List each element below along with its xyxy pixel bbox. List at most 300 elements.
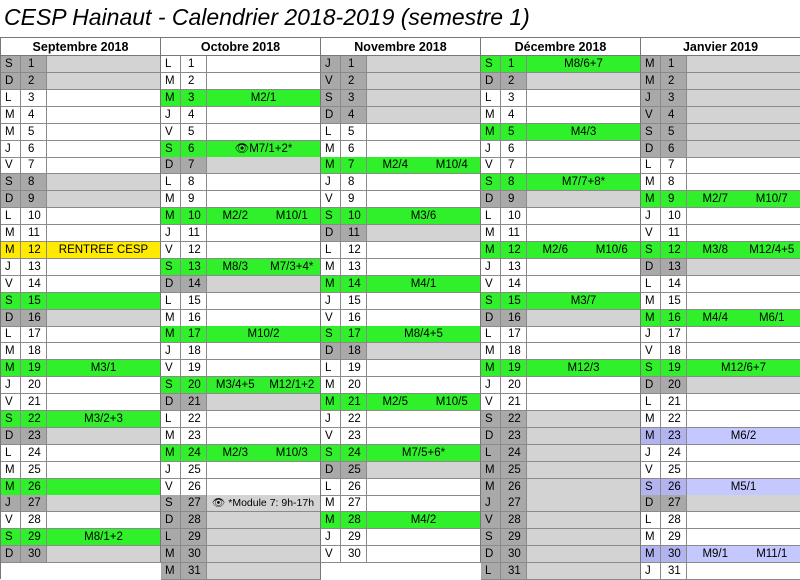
day-number: 26	[501, 479, 527, 495]
day-row	[481, 546, 641, 563]
event-cell	[687, 124, 800, 140]
event-label: M3/2+3	[84, 412, 123, 425]
day-row	[321, 259, 481, 276]
day-row	[161, 56, 321, 73]
event-cell	[47, 259, 160, 275]
event-label: M2/5	[382, 396, 409, 408]
event-label: M3/8	[702, 243, 729, 256]
weekday-letter: L	[161, 411, 181, 427]
event-cell	[687, 191, 800, 207]
event-label: M7/7+8*	[561, 176, 606, 189]
day-row	[321, 157, 481, 174]
day-number: 25	[661, 462, 687, 478]
event-cell	[527, 563, 640, 579]
event-cell	[47, 73, 160, 89]
day-number: 24	[501, 445, 527, 461]
day-row	[321, 225, 481, 242]
event-cell	[527, 529, 640, 545]
day-row	[161, 208, 321, 225]
day-row	[641, 73, 800, 90]
day-row	[481, 191, 641, 208]
event-label: M3/7	[570, 294, 597, 307]
day-row	[1, 360, 161, 377]
event-cell	[47, 157, 160, 173]
day-row	[481, 495, 641, 512]
day-number: 13	[181, 259, 207, 275]
day-row	[161, 394, 321, 411]
event-cell	[207, 208, 320, 224]
event-cell	[207, 394, 320, 410]
day-row	[321, 124, 481, 141]
day-number: 14	[21, 276, 47, 292]
day-row	[1, 276, 161, 293]
day-number: 30	[501, 546, 527, 562]
event-cell	[367, 411, 480, 427]
event-cell	[47, 326, 160, 342]
day-number: 7	[501, 157, 527, 173]
weekday-letter: M	[641, 56, 661, 72]
day-number: 19	[21, 360, 47, 376]
weekday-letter: V	[321, 310, 341, 326]
weekday-letter: V	[641, 462, 661, 478]
day-row	[161, 107, 321, 124]
day-number: 8	[341, 174, 367, 190]
day-number: 13	[501, 259, 527, 275]
event-cell	[47, 174, 160, 190]
weekday-letter: D	[481, 546, 501, 562]
event-cell	[207, 428, 320, 444]
event-label: M10/3	[275, 446, 308, 459]
day-number: 27	[501, 495, 527, 511]
day-row	[1, 90, 161, 107]
event-label: M10/4	[435, 159, 468, 172]
event-label: M7/3+4*	[270, 260, 314, 273]
event-cell	[367, 360, 480, 376]
day-number: 22	[661, 411, 687, 427]
day-row	[321, 377, 481, 394]
weekday-letter: S	[1, 174, 21, 190]
day-number: 11	[501, 225, 527, 241]
event-cell	[47, 343, 160, 359]
event-cell	[367, 293, 480, 309]
event-cell	[47, 310, 160, 326]
day-number: 5	[181, 124, 207, 140]
day-number: 9	[21, 191, 47, 207]
weekday-letter: V	[481, 276, 501, 292]
event-cell	[527, 445, 640, 461]
day-number: 23	[661, 428, 687, 444]
day-row	[1, 512, 161, 529]
day-number: 14	[181, 276, 207, 292]
weekday-letter: L	[641, 512, 661, 528]
weekday-letter: J	[1, 377, 21, 393]
month-column	[481, 38, 641, 579]
day-row	[481, 462, 641, 479]
day-row	[1, 157, 161, 174]
day-row	[321, 462, 481, 479]
day-number: 22	[501, 411, 527, 427]
event-label: M11/1	[756, 548, 788, 561]
event-cell	[367, 124, 480, 140]
weekday-letter: L	[161, 529, 181, 545]
day-row	[161, 428, 321, 445]
day-number: 11	[341, 225, 367, 241]
day-number: 14	[661, 276, 687, 292]
event-cell	[367, 445, 480, 461]
weekday-letter: S	[321, 445, 341, 461]
day-row	[1, 377, 161, 394]
day-row	[161, 259, 321, 276]
day-row	[1, 326, 161, 343]
event-cell	[687, 428, 800, 444]
day-row	[641, 343, 800, 360]
event-cell	[367, 107, 480, 123]
event-label: M12/1+2	[269, 379, 315, 392]
day-number: 24	[661, 445, 687, 461]
day-row	[161, 174, 321, 191]
day-row	[1, 462, 161, 479]
weekday-letter: M	[161, 563, 181, 579]
day-number: 16	[21, 310, 47, 326]
weekday-letter: V	[161, 360, 181, 376]
month-header: Décembre 2018	[481, 38, 641, 56]
event-cell	[527, 141, 640, 157]
event-cell	[687, 445, 800, 461]
event-label: M2/3	[222, 446, 249, 459]
day-row	[641, 428, 800, 445]
event-label: M8/3	[222, 260, 249, 273]
day-number: 26	[341, 479, 367, 495]
weekday-letter: J	[641, 90, 661, 106]
day-row	[481, 124, 641, 141]
day-number: 14	[501, 276, 527, 292]
event-cell	[687, 377, 800, 393]
day-number: 4	[661, 107, 687, 123]
day-number: 17	[341, 326, 367, 342]
day-number: 8	[21, 174, 47, 190]
weekday-letter: M	[1, 242, 21, 258]
day-row	[161, 124, 321, 141]
weekday-letter: M	[641, 428, 661, 444]
day-row	[641, 394, 800, 411]
event-cell	[207, 124, 320, 140]
day-number: 17	[501, 326, 527, 342]
day-number: 16	[341, 310, 367, 326]
day-row	[161, 293, 321, 310]
day-number: 18	[341, 343, 367, 359]
event-cell	[527, 107, 640, 123]
day-number: 12	[21, 242, 47, 258]
day-number: 12	[341, 242, 367, 258]
event-cell	[47, 56, 160, 72]
event-label: M7/5+6*	[401, 446, 446, 459]
day-row	[641, 411, 800, 428]
weekday-letter: J	[1, 141, 21, 157]
day-row	[1, 343, 161, 360]
day-number: 7	[661, 157, 687, 173]
day-number: 30	[661, 546, 687, 562]
weekday-letter: L	[321, 479, 341, 495]
weekday-letter: M	[321, 259, 341, 275]
day-row	[481, 428, 641, 445]
event-cell	[527, 428, 640, 444]
day-number: 30	[181, 546, 207, 562]
event-cell	[687, 563, 800, 579]
weekday-letter: D	[641, 377, 661, 393]
day-number: 2	[181, 73, 207, 89]
day-number: 25	[21, 462, 47, 478]
day-row	[321, 56, 481, 73]
day-row	[481, 377, 641, 394]
event-cell	[367, 73, 480, 89]
day-number: 20	[341, 377, 367, 393]
event-cell	[207, 141, 320, 157]
event-cell	[367, 495, 480, 511]
day-number: 29	[21, 529, 47, 545]
event-label: M4/2	[410, 514, 437, 527]
day-row	[481, 276, 641, 293]
weekday-letter: J	[321, 411, 341, 427]
event-cell	[47, 107, 160, 123]
event-cell	[207, 225, 320, 241]
weekday-letter: S	[1, 56, 21, 72]
weekday-letter: J	[481, 495, 501, 511]
event-cell	[687, 546, 800, 562]
day-row	[481, 107, 641, 124]
weekday-letter: J	[641, 445, 661, 461]
day-row	[481, 479, 641, 496]
weekday-letter: D	[1, 546, 21, 562]
month-header: Octobre 2018	[161, 38, 321, 56]
day-number: 23	[21, 428, 47, 444]
weekday-letter: V	[161, 242, 181, 258]
event-cell	[207, 326, 320, 342]
weekday-letter: M	[161, 428, 181, 444]
day-row	[1, 394, 161, 411]
day-row	[481, 512, 641, 529]
event-cell	[47, 428, 160, 444]
weekday-letter: V	[481, 157, 501, 173]
day-number: 1	[501, 56, 527, 72]
day-row	[1, 225, 161, 242]
day-row	[481, 141, 641, 158]
day-number: 3	[501, 90, 527, 106]
event-label: M4/1	[410, 277, 437, 290]
event-label: M2/1	[250, 91, 277, 104]
day-row	[1, 411, 161, 428]
weekday-letter: M	[321, 495, 341, 511]
event-cell	[47, 546, 160, 562]
event-cell	[367, 90, 480, 106]
event-cell	[367, 529, 480, 545]
event-label: 👁M7/1+2*	[234, 142, 293, 155]
weekday-letter: M	[481, 479, 501, 495]
event-label: M3/4+5	[215, 379, 255, 392]
event-cell	[527, 360, 640, 376]
weekday-letter: J	[161, 107, 181, 123]
weekday-letter: L	[321, 242, 341, 258]
day-row	[161, 512, 321, 529]
day-number: 2	[501, 73, 527, 89]
day-row	[321, 529, 481, 546]
event-label: M2/7	[702, 193, 729, 206]
event-cell	[47, 512, 160, 528]
day-number: 5	[501, 124, 527, 140]
event-cell	[367, 479, 480, 495]
weekday-letter: M	[1, 107, 21, 123]
event-cell	[367, 462, 480, 478]
weekday-letter: D	[161, 512, 181, 528]
day-number: 17	[661, 326, 687, 342]
event-label: M12/3	[567, 362, 600, 375]
event-cell	[207, 56, 320, 72]
day-number: 10	[661, 208, 687, 224]
weekday-letter: J	[161, 225, 181, 241]
weekday-letter: M	[161, 445, 181, 461]
event-cell	[527, 242, 640, 258]
day-number: 22	[21, 411, 47, 427]
weekday-letter: L	[321, 360, 341, 376]
event-cell	[367, 56, 480, 72]
day-row	[481, 310, 641, 327]
day-row	[321, 191, 481, 208]
weekday-letter: M	[321, 157, 341, 173]
day-row	[641, 529, 800, 546]
weekday-letter: S	[1, 529, 21, 545]
weekday-letter: V	[321, 546, 341, 562]
weekday-letter: M	[641, 293, 661, 309]
event-cell	[687, 293, 800, 309]
month-header: Janvier 2019	[641, 38, 800, 56]
day-row	[321, 326, 481, 343]
day-number: 18	[181, 343, 207, 359]
day-row	[321, 141, 481, 158]
weekday-letter: L	[1, 326, 21, 342]
weekday-letter: D	[321, 225, 341, 241]
day-row	[481, 360, 641, 377]
weekday-letter: M	[161, 191, 181, 207]
day-row	[321, 208, 481, 225]
day-row	[641, 225, 800, 242]
day-number: 10	[341, 208, 367, 224]
event-cell	[207, 563, 320, 579]
day-number: 15	[661, 293, 687, 309]
event-cell	[527, 208, 640, 224]
weekday-letter: V	[321, 73, 341, 89]
event-cell	[367, 174, 480, 190]
weekday-letter: V	[321, 191, 341, 207]
weekday-letter: D	[321, 107, 341, 123]
weekday-letter: M	[1, 479, 21, 495]
event-cell	[47, 377, 160, 393]
day-number: 17	[181, 326, 207, 342]
event-cell	[207, 411, 320, 427]
day-number: 28	[181, 512, 207, 528]
day-row	[161, 326, 321, 343]
event-cell	[207, 259, 320, 275]
event-cell	[687, 174, 800, 190]
day-row	[481, 56, 641, 73]
event-cell	[47, 208, 160, 224]
event-cell	[687, 73, 800, 89]
weekday-letter: M	[321, 512, 341, 528]
day-number: 10	[501, 208, 527, 224]
day-number: 13	[341, 259, 367, 275]
day-number: 15	[21, 293, 47, 309]
day-row	[481, 293, 641, 310]
weekday-letter: J	[321, 529, 341, 545]
event-cell	[367, 310, 480, 326]
event-cell	[367, 276, 480, 292]
day-row	[161, 225, 321, 242]
day-number: 21	[21, 394, 47, 410]
weekday-letter: S	[161, 141, 181, 157]
day-row	[641, 208, 800, 225]
weekday-letter: J	[641, 208, 661, 224]
day-row	[641, 157, 800, 174]
day-number: 2	[661, 73, 687, 89]
day-row	[641, 124, 800, 141]
day-row	[1, 546, 161, 563]
day-number: 18	[21, 343, 47, 359]
event-cell	[47, 479, 160, 495]
day-number: 13	[21, 259, 47, 275]
event-cell	[367, 208, 480, 224]
day-number: 29	[181, 529, 207, 545]
day-row	[1, 56, 161, 73]
day-row	[481, 174, 641, 191]
event-label: M10/2	[247, 328, 280, 341]
event-cell	[527, 411, 640, 427]
weekday-letter: V	[481, 394, 501, 410]
day-row	[1, 174, 161, 191]
day-row	[321, 174, 481, 191]
day-row	[641, 360, 800, 377]
weekday-letter: M	[161, 546, 181, 562]
event-cell	[367, 259, 480, 275]
day-number: 22	[341, 411, 367, 427]
day-number: 1	[21, 56, 47, 72]
event-cell	[527, 462, 640, 478]
event-cell	[687, 56, 800, 72]
day-row	[481, 242, 641, 259]
event-cell	[47, 191, 160, 207]
day-number: 7	[21, 157, 47, 173]
day-row	[321, 242, 481, 259]
day-row	[481, 73, 641, 90]
weekday-letter: L	[1, 90, 21, 106]
weekday-letter: V	[161, 479, 181, 495]
event-label: M2/4	[382, 159, 409, 172]
day-row	[481, 157, 641, 174]
day-row	[641, 293, 800, 310]
weekday-letter: S	[481, 56, 501, 72]
weekday-letter: V	[641, 343, 661, 359]
event-cell	[367, 377, 480, 393]
day-number: 11	[181, 225, 207, 241]
weekday-letter: L	[641, 394, 661, 410]
day-number: 20	[661, 377, 687, 393]
day-number: 28	[501, 512, 527, 528]
event-cell	[687, 512, 800, 528]
weekday-letter: M	[321, 141, 341, 157]
weekday-letter: V	[161, 124, 181, 140]
day-row	[1, 445, 161, 462]
event-label: M12/6+7	[720, 362, 767, 375]
weekday-letter: L	[1, 445, 21, 461]
event-cell	[47, 124, 160, 140]
day-row	[161, 563, 321, 580]
